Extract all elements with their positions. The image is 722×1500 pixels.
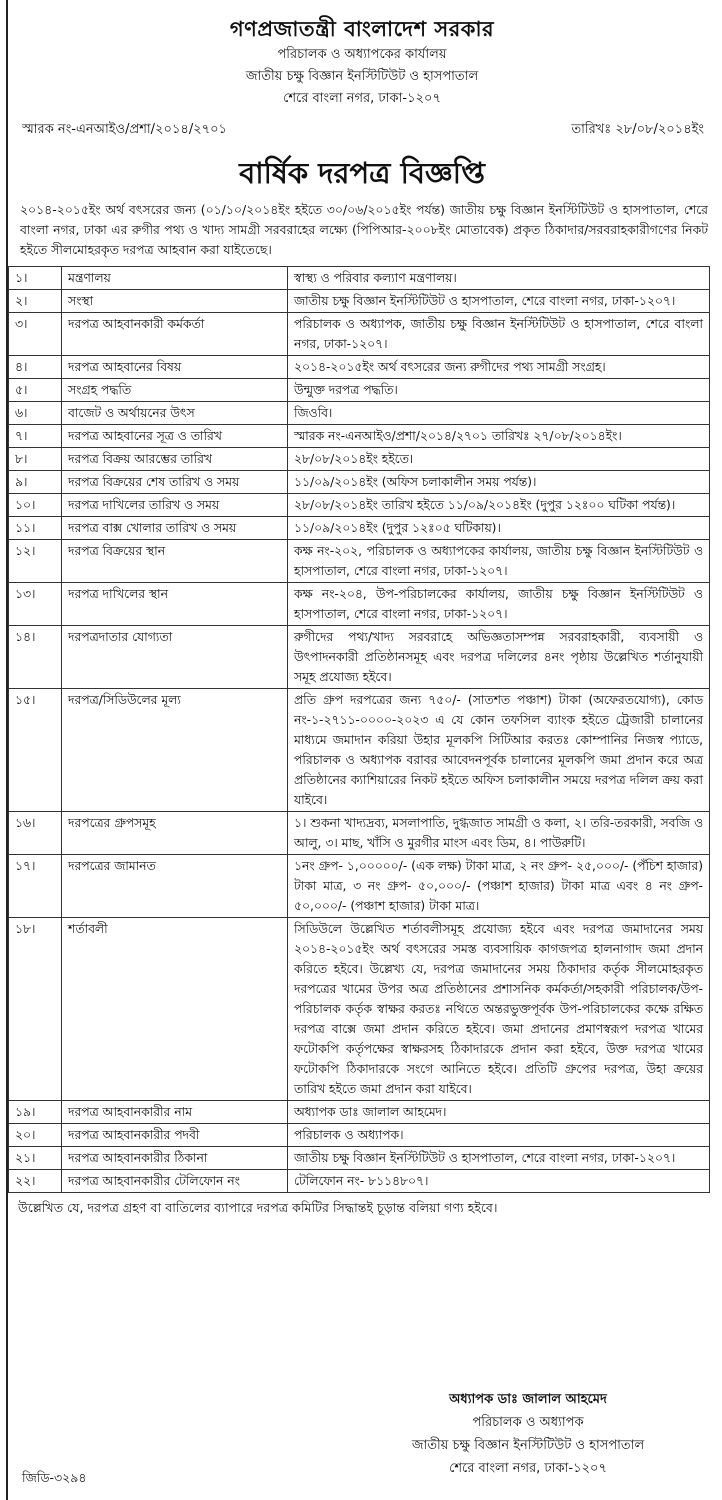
row-item-label: দরপত্র আহবানকারীর টেলিফোন নং xyxy=(62,1170,288,1193)
row-item-value: অধ্যাপক ডাঃ জালাল আহমেদ। xyxy=(288,1101,710,1124)
institute-address: শেরে বাংলা নগর, ঢাকা-১২০৭ xyxy=(283,91,441,106)
table-row xyxy=(9,812,710,855)
signatory-address: শেরে বাংলা নগর, ঢাকা-১২০৭ xyxy=(449,1461,607,1476)
row-item-label: দরপত্র আহবানের বিষয় xyxy=(62,356,288,379)
table-row xyxy=(9,425,710,448)
row-number: ১৪। xyxy=(9,626,62,689)
row-number: ৪। xyxy=(9,356,62,379)
row-item-label: দরপত্র দাখিলের স্থান xyxy=(62,583,288,626)
row-item-label: দরপত্র আহবানের সূত্র ও তারিখ xyxy=(62,425,288,448)
row-item-value: জাতীয় চক্ষু বিজ্ঞান ইনস্টিটিউট ও হাসপাতাল, শেরে বাংলা নগর, ঢাকা-১২০৭। xyxy=(288,290,710,313)
row-item-value: কক্ষ নং-২০৪, উপ-পরিচালকের কার্যালয়, জাতীয় চক্ষু বিজ্ঞান ইনস্টিটিউট ও হাসপাতাল, শেরে বাংলা নগর, ঢাকা-১২০৭। xyxy=(288,583,710,626)
row-item-value: ২৮/০৮/২০১৪ইং হইতে। xyxy=(288,448,710,471)
tender-details-table xyxy=(8,266,710,1193)
row-number: ৯। xyxy=(9,471,62,494)
row-number: ১২। xyxy=(9,540,62,583)
signature-block xyxy=(368,1388,688,1480)
intro-paragraph: ২০১৪-২০১৫ইং অর্থ বৎসরের জন্য (০১/১০/২০১৪ইং হইতে ৩০/০৬/২০১৫ইং পর্যন্ত) জাতীয় চক্ষু বিজ্ঞান ইনস্টিটিউট ও হাসপাতাল, শেরে বাংলা নগর, ঢাকা এর রুগীর পথ্য ও খাদ্য সামগ্রী সরবরাহের লক্ষ্যে (পিপিআর-২০০৮ইং মোতাবেক) প্রকৃত ঠিকাদার/সরবরাহকারীগণের নিকট হইতে সীলমোহরকৃত দরপত্র আহবান করা যাইতেছে। xyxy=(20,202,708,257)
row-number: ২২। xyxy=(9,1170,62,1193)
reference-row xyxy=(8,110,716,140)
row-item-value: ২০১৪-২০১৫ইং অর্থ বৎসরের জন্য রুগীদের পথ্য সামগ্রী সংগ্রহ। xyxy=(288,356,710,379)
table-row xyxy=(9,1101,710,1124)
row-number: ১৫। xyxy=(9,689,62,812)
table-row xyxy=(9,402,710,425)
reference-number: স্মারক নং-এনআইও/প্রশা/২০১৪/২৭০১ xyxy=(22,122,227,137)
table-row xyxy=(9,313,710,356)
row-item-label: দরপত্র আহবানকারীর নাম xyxy=(62,1101,288,1124)
table-row xyxy=(9,471,710,494)
row-item-label: দরপত্র দাখিলের তারিখ ও সময় xyxy=(62,494,288,517)
row-item-label: সংগ্রহ পদ্ধতি xyxy=(62,379,288,402)
row-item-label: সংস্থা xyxy=(62,290,288,313)
row-number: ৩। xyxy=(9,313,62,356)
row-item-value: কক্ষ নং-২০২, পরিচালক ও অধ্যাপকের কার্যালয়, জাতীয় চক্ষু বিজ্ঞান ইনস্টিটিউট ও হাসপাতাল, শেরে বাংলা নগর, ঢাকা-১২০৭। xyxy=(288,540,710,583)
government-title: গণপ্রজাতন্ত্রী বাংলাদেশ সরকার xyxy=(229,17,495,41)
row-number: ১০। xyxy=(9,494,62,517)
row-item-value: ১। শুকনা খাদ্যদ্রব্য, মসলাপাতি, দুগ্ধজাত সামগ্রী ও কলা, ২। তরি-তরকারী, সবজি ও আলু, ৩। মাছ, খাঁসি ও মুরগীর মাংস এবং ডিম, ৪। পাউরুটি। xyxy=(288,812,710,855)
signatory-name: অধ্যাপক ডাঃ জালাল আহমেদ xyxy=(449,1392,607,1407)
row-number: ৭। xyxy=(9,425,62,448)
table-row xyxy=(9,494,710,517)
header xyxy=(8,0,716,110)
institute-name: জাতীয় চক্ষু বিজ্ঞান ইনস্টিটিউট ও হাসপাতাল xyxy=(245,69,479,84)
row-number: ৫। xyxy=(9,379,62,402)
row-item-value: রুগীদের পথ্য/খাদ্য সরবরাহে অভিজ্ঞতাসম্পন্ন সরবরাহকারী, ব্যবসায়ী ও উৎপাদনকারী প্রতিষ্ঠানসমূহ এবং দরপত্র দলিলের ৪নং পৃষ্ঠায় উল্লেখিত শর্তানুযায়ী সমূহ প্রযোজ্য হইবে। xyxy=(288,626,710,689)
signatory-designation: পরিচালক ও অধ্যাপক xyxy=(472,1415,584,1430)
tender-notice-page xyxy=(6,0,716,1500)
row-item-value: প্রতি গ্রুপ দরপত্রের জন্য ৭৫০/- (সাতশত পঞ্চাশ) টাকা (অফেরতযোগ্য), কোড নং-১-২৭১১-০০০০-২০২৩ এ যে কোন তফসিল ব্যাংক হইতে ট্রেজারী চালানের মাধ্যমে জমাদান করিয়া উহার মূলকপি সিটিআর করতঃ কোম্পানির নিজস্ব প্যাডে, পরিচালক ও অধ্যাপক বরাবর আবেদনপূর্বক চালানের মূলকপি জমা প্রদান করে অত্র প্রতিষ্ঠানের ক্যাশিয়ারের নিকট হইতে অফিস চলাকালীন সময়ে দরপত্র দলিল ক্রয় করা যাইবে। xyxy=(288,689,710,812)
notice-date: তারিখঃ ২৮/০৮/২০১৪ইং xyxy=(571,122,704,137)
row-item-value: ২৮/০৮/২০১৪ইং তারিখ হইতে ১১/০৯/২০১৪ইং (দুপুর ১২ঃ০০ ঘটিকা পর্যন্ত)। xyxy=(288,494,710,517)
row-number: ৮। xyxy=(9,448,62,471)
row-item-label: বাজেট ও অর্থায়নের উৎস xyxy=(62,402,288,425)
row-item-value: স্বাস্থ্য ও পরিবার কল্যাণ মন্ত্রণালয়। xyxy=(288,267,710,290)
signatory-institute: জাতীয় চক্ষু বিজ্ঞান ইনস্টিটিউট ও হাসপাতাল xyxy=(411,1438,645,1453)
row-item-label: দরপত্র বিক্রয়ের শেষ তারিখ ও সময় xyxy=(62,471,288,494)
row-number: ৬। xyxy=(9,402,62,425)
office-name: পরিচালক ও অধ্যাপকের কার্যালয় xyxy=(277,47,447,62)
row-number: ২১। xyxy=(9,1147,62,1170)
row-item-value: ১১/০৯/২০১৪ইং (দুপুর ১২ঃ০৫ ঘটিকায়)। xyxy=(288,517,710,540)
table-row xyxy=(9,918,710,1101)
table-row xyxy=(9,540,710,583)
row-item-label: দরপত্র/সিডিউলের মূল্য xyxy=(62,689,288,812)
table-row xyxy=(9,855,710,918)
row-item-value: উন্মুক্ত দরপত্র পদ্ধতি। xyxy=(288,379,710,402)
table-row xyxy=(9,448,710,471)
row-item-value: স্মারক নং-এনআইও/প্রশা/২০১৪/২৭০১ তারিখঃ ২৭/০৮/২০১৪ইং। xyxy=(288,425,710,448)
row-item-label: দরপত্র বাক্স খোলার তারিখ ও সময় xyxy=(62,517,288,540)
row-item-value: সিডিউলে উল্লেখিত শর্তাবলীসমূহ প্রযোজ্য হইবে এবং দরপত্র জমাদানের সময় ২০১৪-২০১৫ইং অর্থ বৎসরের সমস্ত ব্যবসায়িক কাগজপত্র হালনাগাদ জমা প্রদান করিতে হইবে। উল্লেখ্য যে, দরপত্র জমাদানের সময় ঠিকাদার কর্তৃক সীলমোহরকৃত দরপত্রের খামের উপর অত্র প্রতিষ্ঠানের প্রশাসনিক কর্মকর্তা/সহকারী পরিচালক/উপ-পরিচালক কর্তৃক স্বাক্ষর করতঃ নথিতে অন্তরভুক্তপূর্বক উপ-পরিচালকের কক্ষে রক্ষিত দরপত্র বাক্সে জমা প্রদান করিতে হইবে। জমা প্রদানের প্রমাণস্বরূপ দরপত্র খামের ফটোকপি কর্তৃপক্ষের স্বাক্ষরসহ ঠিকাদারকে প্রদান করা হইবে, উক্ত দরপত্র খামের ফটোকপি ঠিকাদারকে সংগে আনিতে হইবে। প্রতিটি গ্রুপের দরপত্র, উহা ক্রয়ের তারিখ হইতে জমা প্রদান করা যাইবে। xyxy=(288,918,710,1101)
row-item-value: ১১/০৯/২০১৪ইং (অফিস চলাকালীন সময় পর্যন্ত)। xyxy=(288,471,710,494)
row-item-label: দরপত্র আহবানকারী কর্মকর্তা xyxy=(62,313,288,356)
row-item-label: দরপত্রের গ্রুপসমূহ xyxy=(62,812,288,855)
table-row xyxy=(9,626,710,689)
row-number: ১৬। xyxy=(9,812,62,855)
row-number: ১৯। xyxy=(9,1101,62,1124)
row-item-label: দরপত্র আহবানকারীর ঠিকানা xyxy=(62,1147,288,1170)
table-row xyxy=(9,583,710,626)
table-row xyxy=(9,267,710,290)
row-item-value: জাতীয় চক্ষু বিজ্ঞান ইনস্টিটিউট ও হাসপাতাল, শেরে বাংলা নগর, ঢাকা-১২০৭। xyxy=(288,1147,710,1170)
row-item-label: মন্ত্রণালয় xyxy=(62,267,288,290)
row-item-label: দরপত্রের জামানত xyxy=(62,855,288,918)
row-item-label: দরপত্রদাতার যোগ্যতা xyxy=(62,626,288,689)
table-row xyxy=(9,379,710,402)
gd-code: জিডি-৩২৯৪ xyxy=(22,1470,87,1485)
row-item-value: পরিচালক ও অধ্যাপক, জাতীয় চক্ষু বিজ্ঞান ইনস্টিটিউট ও হাসপাতাল, শেরে বাংলা নগর, ঢাকা-১২০৭। xyxy=(288,313,710,356)
notice-title: বার্ষিক দরপত্র বিজ্ঞপ্তি xyxy=(239,156,485,190)
footnote: উল্লেখিত যে, দরপত্র গ্রহণ বা বাতিলের ব্যাপারে দরপত্র কমিটির সিদ্ধান্তই চূড়ান্ত বলিয়া গণ্য হইবে। xyxy=(18,1200,498,1215)
row-item-value: টেলিফোন নং- ৮১১৪৮০৭। xyxy=(288,1170,710,1193)
row-item-label: দরপত্র আহবানকারীর পদবী xyxy=(62,1124,288,1147)
row-item-label: দরপত্র বিক্রয়ের স্থান xyxy=(62,540,288,583)
row-number: ১। xyxy=(9,267,62,290)
table-row xyxy=(9,1147,710,1170)
row-item-value: জিওবি। xyxy=(288,402,710,425)
table-row xyxy=(9,356,710,379)
row-item-value: পরিচালক ও অধ্যাপক। xyxy=(288,1124,710,1147)
table-row xyxy=(9,1124,710,1147)
row-item-label: দরপত্র বিক্রয় আরম্ভের তারিখ xyxy=(62,448,288,471)
row-item-label: শর্তাবলী xyxy=(62,918,288,1101)
table-row xyxy=(9,689,710,812)
table-row xyxy=(9,1170,710,1193)
table-row xyxy=(9,290,710,313)
row-number: ১৭। xyxy=(9,855,62,918)
row-number: ১১। xyxy=(9,517,62,540)
row-item-value: ১নং গ্রুপ- ১,০০০০০/- (এক লক্ষ) টাকা মাত্র, ২ নং গ্রুপ- ২৫,০০০/- (পঁচিশ হাজার) টাকা মাত্র, ৩ নং গ্রুপ- ৫০,০০০/- (পঞ্চাশ হাজার) টাকা মাত্র এবং ৪ নং গ্রুপ- ৫০,০০০/- (পঞ্চাশ হাজার) টাকা মাত্র। xyxy=(288,855,710,918)
row-number: ২। xyxy=(9,290,62,313)
row-number: ২০। xyxy=(9,1124,62,1147)
table-row xyxy=(9,517,710,540)
row-number: ১৮। xyxy=(9,918,62,1101)
row-number: ১৩। xyxy=(9,583,62,626)
